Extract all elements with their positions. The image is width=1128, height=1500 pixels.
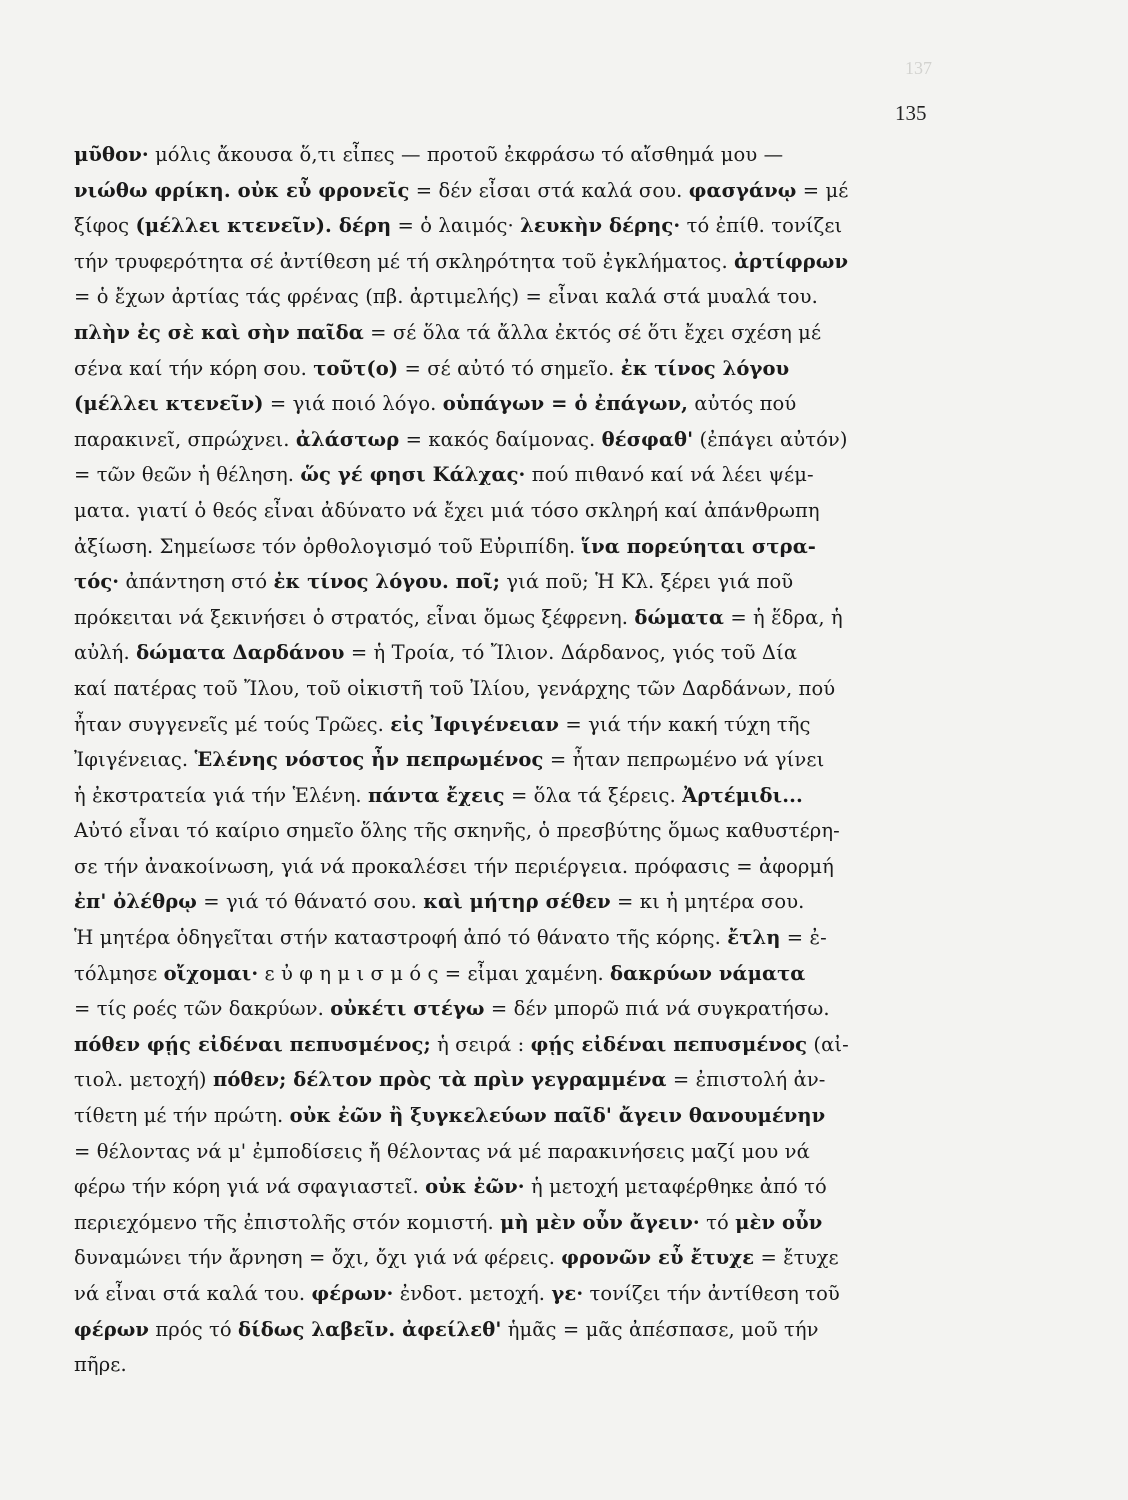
- lemma-term: δακρύων νάματα: [610, 961, 806, 985]
- gloss-text: καί πατέρας τοῦ Ἴλου, τοῦ οἰκιστῆ τοῦ Ἰλίου, γενάρχης τῶν Δαρδάνων, πού: [74, 676, 836, 700]
- lemma-term: μὴ μὲν οὖν ἄγειν·: [500, 1210, 700, 1234]
- gloss-text: φέρω τήν κόρη γιά νά σφαγιαστεῖ.: [74, 1175, 426, 1199]
- text-line: [74, 1205, 940, 1241]
- text-line: [74, 173, 940, 209]
- gloss-text: = ἡ Τροία, τό Ἴλιον. Δάρδανος, γιός τοῦ Δία: [344, 641, 798, 665]
- lemma-term: ὥς γέ φησι Κάλχας·: [300, 463, 526, 487]
- lemma-term: ἐκ τίνος λόγου. ποῖ;: [273, 570, 501, 594]
- lemma-term: μὲν οὖν: [735, 1210, 823, 1234]
- text-line: [74, 813, 940, 849]
- lemma-term: φῄς εἰδέναι πεπυσμένος: [530, 1032, 808, 1056]
- text-line: [74, 422, 940, 458]
- text-line: [74, 386, 940, 422]
- lemma-term: πλὴν ἐς σὲ καὶ σὴν παῖδα: [74, 320, 364, 344]
- text-line: [74, 1098, 940, 1134]
- text-line: [74, 884, 940, 920]
- bleed-through-page-number: 137: [905, 58, 932, 78]
- text-line: [74, 956, 940, 992]
- gloss-text: ξίφος: [74, 214, 136, 238]
- gloss-text: τίθετη μέ τήν πρώτη.: [74, 1104, 290, 1128]
- lemma-term: εἰς Ἰφιγένειαν: [390, 712, 560, 736]
- lemma-term: δίδως λαβεῖν. ἀφείλεθ': [238, 1317, 502, 1341]
- gloss-text: τό: [699, 1210, 736, 1234]
- text-line: [74, 529, 940, 565]
- gloss-text: ματα. γιατί ὁ θεός εἶναι ἀδύνατο νά ἔχει μιά τόσο σκληρή καί ἀπάνθρωπη: [74, 498, 820, 522]
- gloss-text: ἦταν συγγενεῖς μέ τούς Τρῶες.: [74, 712, 391, 736]
- lemma-term: τός·: [74, 570, 120, 594]
- lemma-term: φασγάνῳ: [688, 178, 797, 202]
- gloss-text: = δέν μπορῶ πιά νά συγκρατήσω.: [484, 997, 830, 1021]
- text-line: [74, 849, 940, 885]
- gloss-text: = ἡ ἕδρα, ἡ: [724, 605, 843, 629]
- text-line: [74, 564, 940, 600]
- text-line: [74, 1276, 940, 1312]
- text-line: [74, 1062, 940, 1098]
- lemma-term: ἵνα πορεύηται στρα-: [581, 534, 816, 558]
- lemma-term: ἐκ τίνος λόγου: [620, 356, 790, 380]
- lemma-term: δώματα: [634, 605, 725, 629]
- text-line: [74, 1347, 940, 1383]
- lemma-term: ἀρτίφρων: [734, 249, 849, 273]
- gloss-text: = ἔτυχε: [754, 1246, 839, 1270]
- gloss-text: (ἐπάγει αὐτόν): [693, 427, 848, 451]
- text-line: [74, 742, 940, 778]
- gloss-text: = θέλοντας νά μ' ἐμποδίσεις ἤ θέλοντας νά μέ παρακινήσεις μαζί μου νά: [74, 1139, 810, 1163]
- lemma-term: φέρων: [74, 1317, 150, 1341]
- lemma-term: πόθεν φῄς εἰδέναι πεπυσμένος;: [74, 1032, 431, 1056]
- gloss-text: ε ὐ φ η μ ι σ μ ό ς = εἶμαι χαμένη.: [258, 961, 611, 985]
- gloss-text: (αἰ-: [807, 1032, 849, 1056]
- gloss-text: = σέ ὅλα τά ἄλλα ἐκτός σέ ὅτι ἔχει σχέση μέ: [363, 320, 822, 344]
- gloss-text: = σέ αὐτό τό σημεῖο.: [398, 356, 621, 380]
- text-line: [74, 635, 940, 671]
- text-line: [74, 137, 940, 173]
- lemma-term: ἔτλη: [727, 926, 781, 950]
- gloss-text: περιεχόμενο τῆς ἐπιστολῆς στόν κομιστή.: [74, 1210, 501, 1234]
- gloss-text: = ἦταν πεπρωμένο νά γίνει: [543, 748, 825, 772]
- lemma-term: Ἑλένης νόστος ἦν πεπρωμένος: [194, 748, 544, 772]
- gloss-text: πού πιθανό καί νά λέει ψέμ-: [525, 463, 814, 487]
- lemma-term: πόθεν; δέλτον πρὸς τὰ πρὶν γεγραμμένα: [212, 1068, 667, 1092]
- gloss-text: τό ἐπίθ. τονίζει: [680, 214, 843, 238]
- gloss-text: = κακός δαίμονας.: [399, 427, 602, 451]
- gloss-text: δυναμώνει τήν ἄρνηση = ὄχι, ὄχι γιά νά φέρεις.: [74, 1246, 562, 1270]
- text-line: [74, 600, 940, 636]
- gloss-text: = τῶν θεῶν ἡ θέληση.: [74, 463, 301, 487]
- gloss-text: = ἐπιστολή ἀν-: [666, 1068, 826, 1092]
- text-line: [74, 707, 940, 743]
- lemma-term: ἐπ' ὀλέθρῳ: [74, 890, 197, 914]
- gloss-text: ἡμᾶς = μᾶς ἀπέσπασε, μοῦ τήν: [501, 1317, 819, 1341]
- gloss-text: νά εἶναι στά καλά του.: [74, 1282, 312, 1305]
- gloss-text: πρός τό: [149, 1317, 239, 1341]
- gloss-text: σένα καί τήν κόρη σου.: [74, 356, 314, 380]
- gloss-text: πῆρε.: [74, 1353, 127, 1377]
- gloss-text: = μέ: [796, 178, 849, 202]
- lemma-term: (μέλλει κτενεῖν). δέρη: [135, 214, 392, 238]
- gloss-text: τήν τρυφερότητα σέ ἀντίθεση μέ τή σκληρότητα τοῦ ἐγκλήματος.: [74, 249, 735, 273]
- gloss-text: παρακινεῖ, σπρώχνει.: [74, 427, 296, 451]
- gloss-text: μόλις ἄκουσα ὅ,τι εἶπες — προτοῦ ἐκφράσω τό αἴσθημά μου —: [148, 143, 784, 166]
- text-line: [74, 1240, 940, 1276]
- gloss-text: ἀπάντηση στό: [119, 570, 274, 594]
- gloss-text: ἐνδοτ. μετοχή.: [393, 1282, 552, 1305]
- gloss-text: = γιά τήν κακή τύχη τῆς: [559, 712, 811, 736]
- lemma-term: οὐκ ἐῶν·: [425, 1175, 525, 1199]
- lemma-term: πάντα ἔχεις: [367, 783, 505, 807]
- lemma-term: φρονῶν εὖ ἔτυχε: [561, 1246, 755, 1270]
- lemma-term: δώματα Δαρδάνου: [136, 641, 345, 665]
- lemma-term: τοῦτ(ο): [313, 356, 399, 380]
- text-line: [74, 991, 940, 1027]
- gloss-text: = δέν εἶσαι στά καλά σου.: [409, 178, 689, 202]
- lemma-term: γε·: [551, 1282, 584, 1305]
- lemma-term: θέσφαθ': [601, 427, 694, 451]
- gloss-text: ἡ μετοχή μεταφέρθηκε ἀπό τό: [524, 1175, 827, 1199]
- lemma-term: καὶ μήτηρ σέθεν: [423, 890, 611, 914]
- lemma-term: οὐκ ἐῶν ἢ ξυγκελεύων παῖδ' ἄγειν θανουμένην: [289, 1104, 826, 1128]
- gloss-text: γιά ποῦ; Ἡ Κλ. ξέρει γιά ποῦ: [500, 570, 794, 594]
- text-line: [74, 493, 940, 529]
- gloss-text: αὐτός πού: [688, 392, 797, 416]
- text-line: [74, 1312, 940, 1348]
- gloss-text: = γιά τό θάνατό σου.: [196, 890, 424, 914]
- commentary-text: [74, 137, 940, 1383]
- text-line: [74, 244, 940, 280]
- page-number: 135: [895, 101, 927, 125]
- lemma-term: μῦθον·: [74, 143, 149, 166]
- gloss-text: = γιά ποιό λόγο.: [263, 392, 443, 416]
- text-line: [74, 1169, 940, 1205]
- lemma-term: οἴχομαι·: [163, 961, 259, 985]
- lemma-term: φέρων·: [311, 1282, 394, 1305]
- text-line: [74, 315, 940, 351]
- text-line: [74, 279, 940, 315]
- lemma-term: ἀλάστωρ: [295, 427, 400, 451]
- gloss-text: = ὅλα τά ξέρεις.: [504, 783, 683, 807]
- gloss-text: σε τήν ἀνακοίνωση, γιά νά προκαλέσει τήν περιέργεια. πρόφασις = ἀφορμή: [74, 854, 834, 878]
- text-line: [74, 920, 940, 956]
- gloss-text: ἡ ἐκστρατεία γιά τήν Ἑλένη.: [74, 783, 368, 807]
- text-line: [74, 1134, 940, 1170]
- gloss-text: Ἡ μητέρα ὁδηγεῖται στήν καταστροφή ἀπό τό θάνατο τῆς κόρης.: [74, 926, 728, 950]
- text-line: [74, 351, 940, 387]
- lemma-term: λευκὴν δέρης·: [520, 214, 681, 238]
- gloss-text: αὐλή.: [74, 641, 137, 665]
- lemma-term: νιώθω φρίκη. οὐκ εὖ φρονεῖς: [74, 178, 410, 202]
- lemma-term: οὐκέτι στέγω: [330, 997, 485, 1021]
- text-line: [74, 1027, 940, 1063]
- gloss-text: πρόκειται νά ξεκινήσει ὁ στρατός, εἶναι ὅμως ξέφρενη.: [74, 605, 635, 629]
- gloss-text: τόλμησε: [74, 961, 164, 985]
- gloss-text: ἀξίωση. Σημείωσε τόν ὀρθολογισμό τοῦ Εὐριπίδη.: [74, 534, 582, 558]
- gloss-text: τονίζει τήν ἀντίθεση τοῦ: [583, 1282, 840, 1305]
- gloss-text: Αὐτό εἶναι τό καίριο σημεῖο ὅλης τῆς σκηνῆς, ὁ πρεσβύτης ὅμως καθυστέρη-: [74, 819, 840, 843]
- text-line: [74, 457, 940, 493]
- lemma-term: (μέλλει κτενεῖν): [74, 392, 264, 416]
- text-line: [74, 208, 940, 244]
- gloss-text: τιολ. μετοχή): [74, 1068, 213, 1092]
- gloss-text: Ἰφιγένειας.: [74, 748, 195, 772]
- gloss-text: = ὁ λαιμός·: [391, 214, 521, 238]
- gloss-text: = κι ἡ μητέρα σου.: [610, 890, 805, 914]
- gloss-text: = ὁ ἔχων ἀρτίας τάς φρένας (πβ. ἀρτιμελής) = εἶναι καλά στά μυαλά του.: [74, 285, 818, 309]
- text-line: [74, 671, 940, 707]
- gloss-text: = ἐ-: [780, 926, 827, 950]
- lemma-term: Ἀρτέμιδι...: [682, 783, 803, 807]
- gloss-text: = τίς ροές τῶν δακρύων.: [74, 997, 331, 1021]
- lemma-term: οὑπάγων = ὁ ἐπάγων,: [442, 392, 689, 416]
- text-line: [74, 778, 940, 814]
- gloss-text: ἡ σειρά :: [430, 1032, 531, 1056]
